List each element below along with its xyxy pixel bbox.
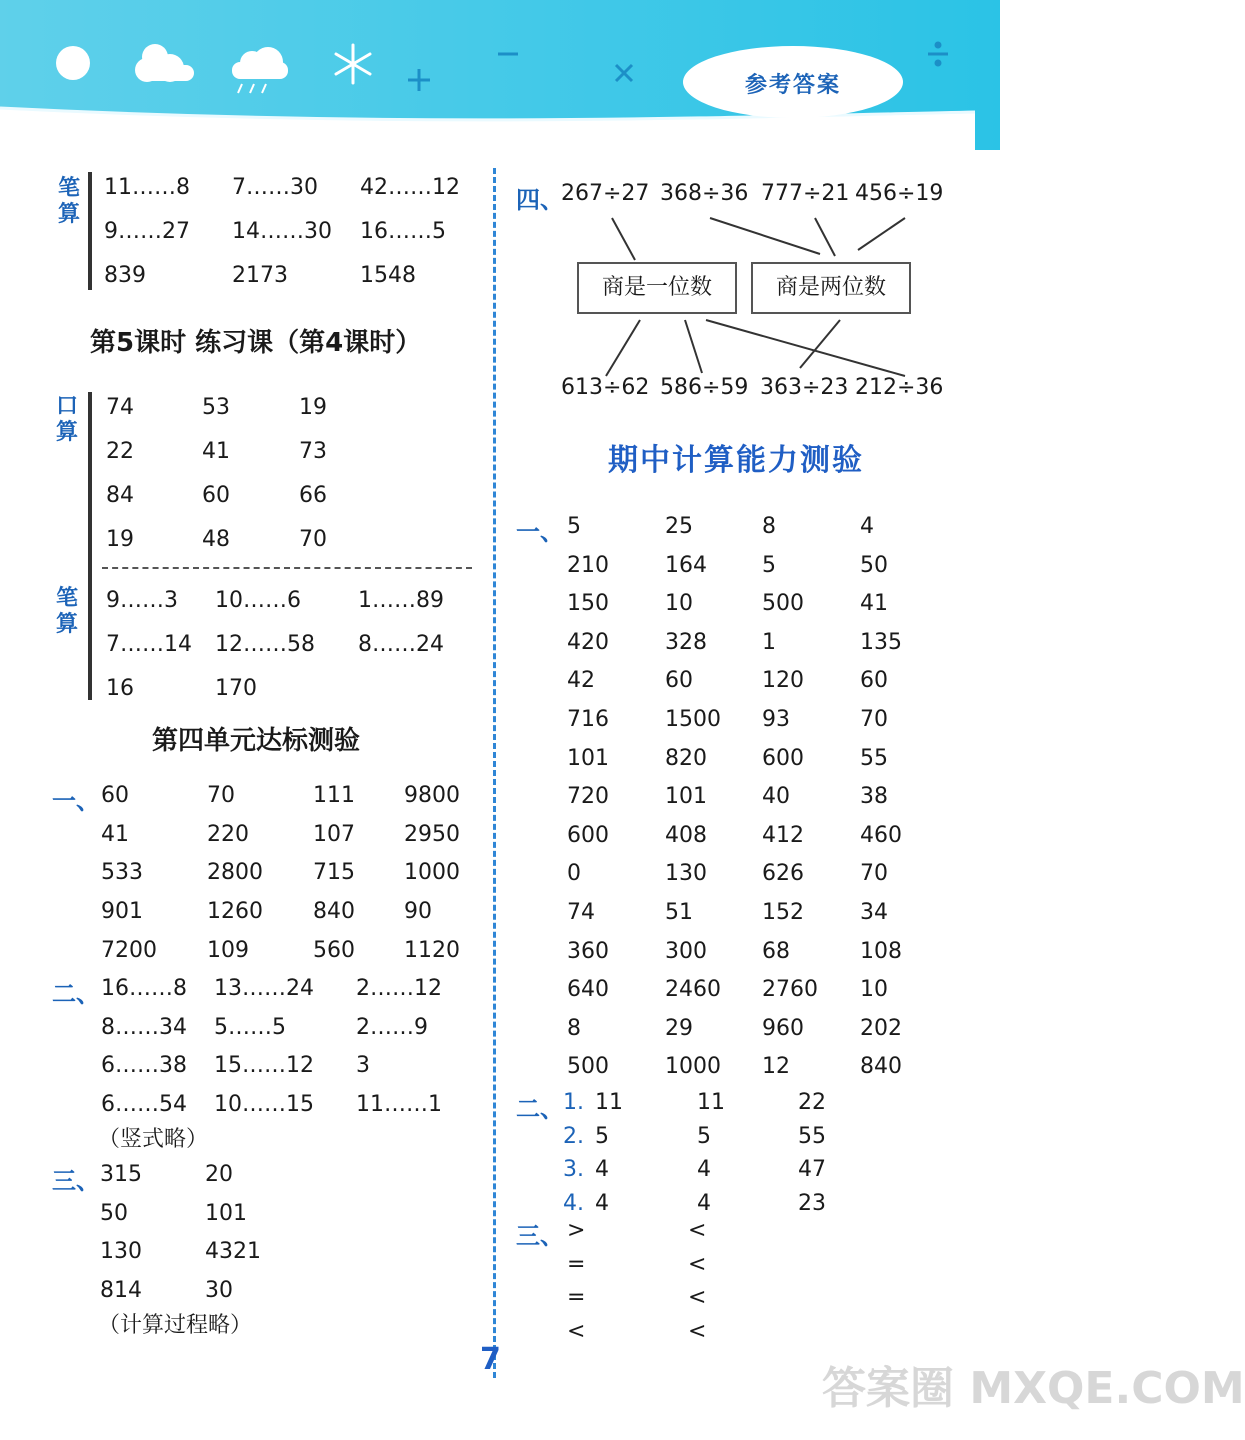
answer-cell: 8 bbox=[567, 1015, 581, 1041]
answer-cell: 11……1 bbox=[356, 1092, 442, 1118]
answer-cell: 1548 bbox=[360, 263, 416, 288]
answer-cell: 1260 bbox=[207, 899, 263, 925]
answer-cell: 16……5 bbox=[360, 219, 446, 244]
answer-cell: 4. bbox=[563, 1191, 584, 1217]
answer-cell: 60 bbox=[860, 668, 888, 694]
answer-cell: 50 bbox=[860, 552, 888, 578]
answer-cell: 38 bbox=[860, 784, 888, 810]
section-2-note: （竖式略） bbox=[98, 1127, 209, 1152]
answer-cell: 7……14 bbox=[106, 632, 192, 657]
division-expression: 368÷36 bbox=[660, 181, 749, 206]
division-expression: 777÷21 bbox=[761, 181, 850, 206]
comparison-sign: > bbox=[567, 1218, 586, 1243]
answer-cell: 315 bbox=[100, 1162, 142, 1187]
page-number: 7 bbox=[480, 1342, 501, 1377]
answer-cell: 101 bbox=[567, 745, 609, 771]
answer-cell: 202 bbox=[860, 1015, 902, 1041]
answer-cell: 130 bbox=[100, 1239, 142, 1265]
division-expression: 267÷27 bbox=[561, 181, 650, 206]
answer-cell: 5 bbox=[595, 1123, 609, 1149]
answer-badge: 参考答案 bbox=[744, 73, 841, 98]
unit-test-title: 第四单元达标测验 bbox=[152, 726, 361, 756]
comparison-sign: < bbox=[688, 1319, 707, 1345]
answer-cell: 150 bbox=[567, 591, 609, 617]
section-label-4: 四、 bbox=[516, 186, 564, 214]
matching-lines bbox=[0, 0, 1000, 420]
answer-cell: 1……89 bbox=[358, 588, 444, 613]
answer-cell: 22 bbox=[106, 439, 134, 464]
answer-cell: 0 bbox=[567, 861, 581, 887]
answer-cell: 51 bbox=[665, 900, 693, 925]
answer-cell: 14……30 bbox=[232, 219, 332, 244]
answer-cell: 60 bbox=[665, 668, 693, 694]
answer-cell: 101 bbox=[665, 784, 707, 810]
answer-cell: 9……3 bbox=[106, 588, 178, 613]
match-line bbox=[800, 320, 840, 368]
answer-cell: 960 bbox=[762, 1015, 804, 1041]
answer-cell: 220 bbox=[207, 821, 249, 847]
bisuan-label: 笔算 bbox=[58, 176, 81, 227]
section-label-1: 一、 bbox=[52, 787, 100, 815]
answer-cell: 13……24 bbox=[214, 976, 314, 1001]
match-line bbox=[710, 218, 820, 254]
answer-cell: 600 bbox=[567, 822, 609, 848]
midterm-section-label-1: 一、 bbox=[516, 518, 564, 546]
answer-cell: 6……54 bbox=[101, 1092, 187, 1118]
answer-cell: 12……58 bbox=[215, 632, 315, 657]
match-line bbox=[612, 218, 635, 260]
comparison-sign: < bbox=[567, 1319, 586, 1345]
answer-cell: 720 bbox=[567, 784, 609, 810]
answer-cell: 40 bbox=[762, 784, 790, 810]
answer-cell: 16 bbox=[106, 676, 134, 701]
answer-cell: 10……6 bbox=[215, 588, 301, 613]
answer-cell: 170 bbox=[215, 676, 257, 701]
answer-cell: 10 bbox=[860, 977, 888, 1003]
match-line bbox=[815, 218, 835, 256]
answer-cell: 135 bbox=[860, 629, 902, 655]
answer-cell: 108 bbox=[860, 938, 902, 964]
answer-cell: 2800 bbox=[207, 860, 263, 886]
section-label-3: 三、 bbox=[52, 1167, 100, 1195]
answer-cell: 19 bbox=[106, 527, 134, 552]
answer-cell: 111 bbox=[313, 783, 355, 808]
answer-cell: 3. bbox=[563, 1157, 584, 1183]
answer-cell: 84 bbox=[106, 483, 134, 508]
comparison-sign: < bbox=[688, 1285, 707, 1311]
answer-cell: 74 bbox=[567, 900, 595, 925]
answer-cell: 47 bbox=[798, 1157, 826, 1183]
section-3-note: （计算过程略） bbox=[98, 1313, 253, 1338]
match-line bbox=[706, 320, 905, 376]
answer-cell: 130 bbox=[665, 861, 707, 887]
answer-cell: 2……9 bbox=[356, 1014, 428, 1040]
answer-cell: 2460 bbox=[665, 977, 721, 1003]
answer-cell: 109 bbox=[207, 937, 249, 963]
answer-cell: 460 bbox=[860, 822, 902, 848]
answer-cell: 600 bbox=[762, 745, 804, 771]
answer-cell: 901 bbox=[101, 899, 143, 925]
answer-cell: 152 bbox=[762, 900, 804, 925]
answer-cell: 164 bbox=[665, 552, 707, 578]
answer-cell: 10 bbox=[665, 591, 693, 617]
answer-cell: 5 bbox=[567, 514, 581, 539]
answer-cell: 41 bbox=[202, 439, 230, 464]
answer-cell: 1500 bbox=[665, 707, 721, 732]
match-line bbox=[685, 320, 702, 373]
bisuan-label: 笔算 bbox=[56, 586, 79, 637]
answer-cell: 715 bbox=[313, 860, 355, 886]
answer-cell: 8……34 bbox=[101, 1014, 187, 1040]
answer-cell: 66 bbox=[299, 483, 327, 508]
answer-cell: 328 bbox=[665, 629, 707, 655]
answer-cell: 2……12 bbox=[356, 976, 442, 1001]
kousuan-label: 口算 bbox=[56, 394, 79, 445]
answer-cell: 839 bbox=[104, 263, 146, 288]
answer-cell: 6……38 bbox=[101, 1053, 187, 1079]
answer-cell: 42……12 bbox=[360, 175, 460, 200]
answer-cell: 41 bbox=[101, 821, 129, 847]
answer-cell: 5 bbox=[762, 552, 776, 578]
answer-cell: 2173 bbox=[232, 263, 288, 288]
answer-cell: 12 bbox=[762, 1054, 790, 1080]
watermark: 答案圈 MXQE.COM bbox=[822, 1363, 1245, 1414]
answer-cell: 408 bbox=[665, 822, 707, 848]
comparison-sign: = bbox=[567, 1285, 586, 1311]
answer-cell: 70 bbox=[299, 527, 327, 552]
answer-cell: 4321 bbox=[205, 1239, 261, 1265]
answer-cell: 120 bbox=[762, 668, 804, 694]
midterm-section-label-3: 三、 bbox=[516, 1222, 564, 1250]
answer-cell: 55 bbox=[860, 745, 888, 771]
answer-cell: 73 bbox=[299, 439, 327, 464]
answer-cell: 2760 bbox=[762, 977, 818, 1003]
answer-cell: 626 bbox=[762, 861, 804, 887]
answer-cell: 19 bbox=[299, 395, 327, 420]
answer-cell: 4 bbox=[697, 1157, 711, 1183]
box-single-digit-quotient: 商是一位数 bbox=[577, 262, 737, 314]
answer-cell: 1 bbox=[762, 629, 776, 655]
answer-cell: 23 bbox=[798, 1191, 826, 1217]
answer-cell: 48 bbox=[202, 527, 230, 552]
answer-cell: 4 bbox=[860, 514, 874, 539]
answer-cell: 2. bbox=[563, 1123, 584, 1149]
answer-cell: 42 bbox=[567, 668, 595, 694]
answer-cell: 8 bbox=[762, 514, 776, 539]
comparison-sign: < bbox=[688, 1218, 707, 1243]
answer-cell: 2950 bbox=[404, 821, 460, 847]
answer-cell: 93 bbox=[762, 707, 790, 732]
match-line bbox=[606, 320, 640, 376]
answer-cell: 11 bbox=[595, 1090, 623, 1115]
answer-cell: 60 bbox=[101, 783, 129, 808]
answer-cell: 68 bbox=[762, 938, 790, 964]
answer-cell: 814 bbox=[100, 1278, 142, 1304]
answer-cell: 41 bbox=[860, 591, 888, 617]
division-expression: 363÷23 bbox=[760, 375, 849, 400]
answer-cell: 3 bbox=[356, 1053, 370, 1079]
match-line bbox=[858, 218, 905, 250]
bracket-bar bbox=[88, 392, 92, 700]
answer-cell: 11……8 bbox=[104, 175, 190, 200]
answer-cell: 4 bbox=[697, 1191, 711, 1217]
division-expression: 212÷36 bbox=[855, 375, 944, 400]
answer-cell: 9……27 bbox=[104, 219, 190, 244]
answer-cell: 4 bbox=[595, 1157, 609, 1183]
answer-cell: 820 bbox=[665, 745, 707, 771]
answer-cell: 840 bbox=[860, 1054, 902, 1080]
answer-cell: 70 bbox=[860, 861, 888, 887]
answer-cell: 50 bbox=[100, 1200, 128, 1226]
answer-cell: 412 bbox=[762, 822, 804, 848]
answer-cell: 53 bbox=[202, 395, 230, 420]
answer-cell: 1000 bbox=[665, 1054, 721, 1080]
answer-cell: 55 bbox=[798, 1123, 826, 1149]
answer-cell: 16……8 bbox=[101, 976, 187, 1001]
answer-cell: 5……5 bbox=[214, 1014, 286, 1040]
answer-cell: 29 bbox=[665, 1015, 693, 1041]
answer-cell: 5 bbox=[697, 1123, 711, 1149]
answer-cell: 70 bbox=[207, 783, 235, 808]
answer-cell: 640 bbox=[567, 977, 609, 1003]
answer-cell: 90 bbox=[404, 899, 432, 925]
answer-cell: 15……12 bbox=[214, 1053, 314, 1079]
answer-cell: 360 bbox=[567, 938, 609, 964]
answer-cell: 840 bbox=[313, 899, 355, 925]
lesson-title: 第5课时 练习课（第4课时） bbox=[90, 328, 422, 358]
answer-cell: 101 bbox=[205, 1200, 247, 1226]
answer-cell: 74 bbox=[106, 395, 134, 420]
answer-cell: 300 bbox=[665, 938, 707, 964]
answer-cell: 210 bbox=[567, 552, 609, 578]
answer-cell: 560 bbox=[313, 937, 355, 963]
answer-cell: 20 bbox=[205, 1162, 233, 1187]
answer-cell: 500 bbox=[762, 591, 804, 617]
answer-cell: 420 bbox=[567, 629, 609, 655]
answer-cell: 1120 bbox=[404, 937, 460, 963]
answer-cell: 4 bbox=[595, 1191, 609, 1217]
division-expression: 586÷59 bbox=[660, 375, 749, 400]
answer-cell: 10……15 bbox=[214, 1092, 314, 1118]
answer-cell: 11 bbox=[697, 1090, 725, 1115]
answer-cell: 107 bbox=[313, 821, 355, 847]
midterm-title: 期中计算能力测验 bbox=[608, 443, 864, 478]
midterm-section-label-2: 二、 bbox=[516, 1095, 564, 1123]
answer-cell: 34 bbox=[860, 900, 888, 925]
answer-cell: 1. bbox=[563, 1090, 584, 1115]
answer-cell: 60 bbox=[202, 483, 230, 508]
answer-cell: 22 bbox=[798, 1090, 826, 1115]
division-expression: 456÷19 bbox=[855, 181, 944, 206]
dashed-separator bbox=[102, 567, 472, 569]
answer-cell: 30 bbox=[205, 1278, 233, 1304]
answer-cell: 500 bbox=[567, 1054, 609, 1080]
answer-cell: 25 bbox=[665, 514, 693, 539]
comparison-sign: < bbox=[688, 1251, 707, 1277]
answer-cell: 7200 bbox=[101, 937, 157, 963]
answer-cell: 7……30 bbox=[232, 175, 318, 200]
answer-cell: 1000 bbox=[404, 860, 460, 886]
answer-cell: 716 bbox=[567, 707, 609, 732]
division-expression: 613÷62 bbox=[561, 375, 650, 400]
answer-cell: 533 bbox=[101, 860, 143, 886]
section-label-2: 二、 bbox=[52, 980, 100, 1008]
box-two-digit-quotient: 商是两位数 bbox=[751, 262, 911, 314]
comparison-sign: = bbox=[567, 1251, 586, 1277]
answer-cell: 70 bbox=[860, 707, 888, 732]
answer-cell: 9800 bbox=[404, 783, 460, 808]
answer-cell: 8……24 bbox=[358, 632, 444, 657]
